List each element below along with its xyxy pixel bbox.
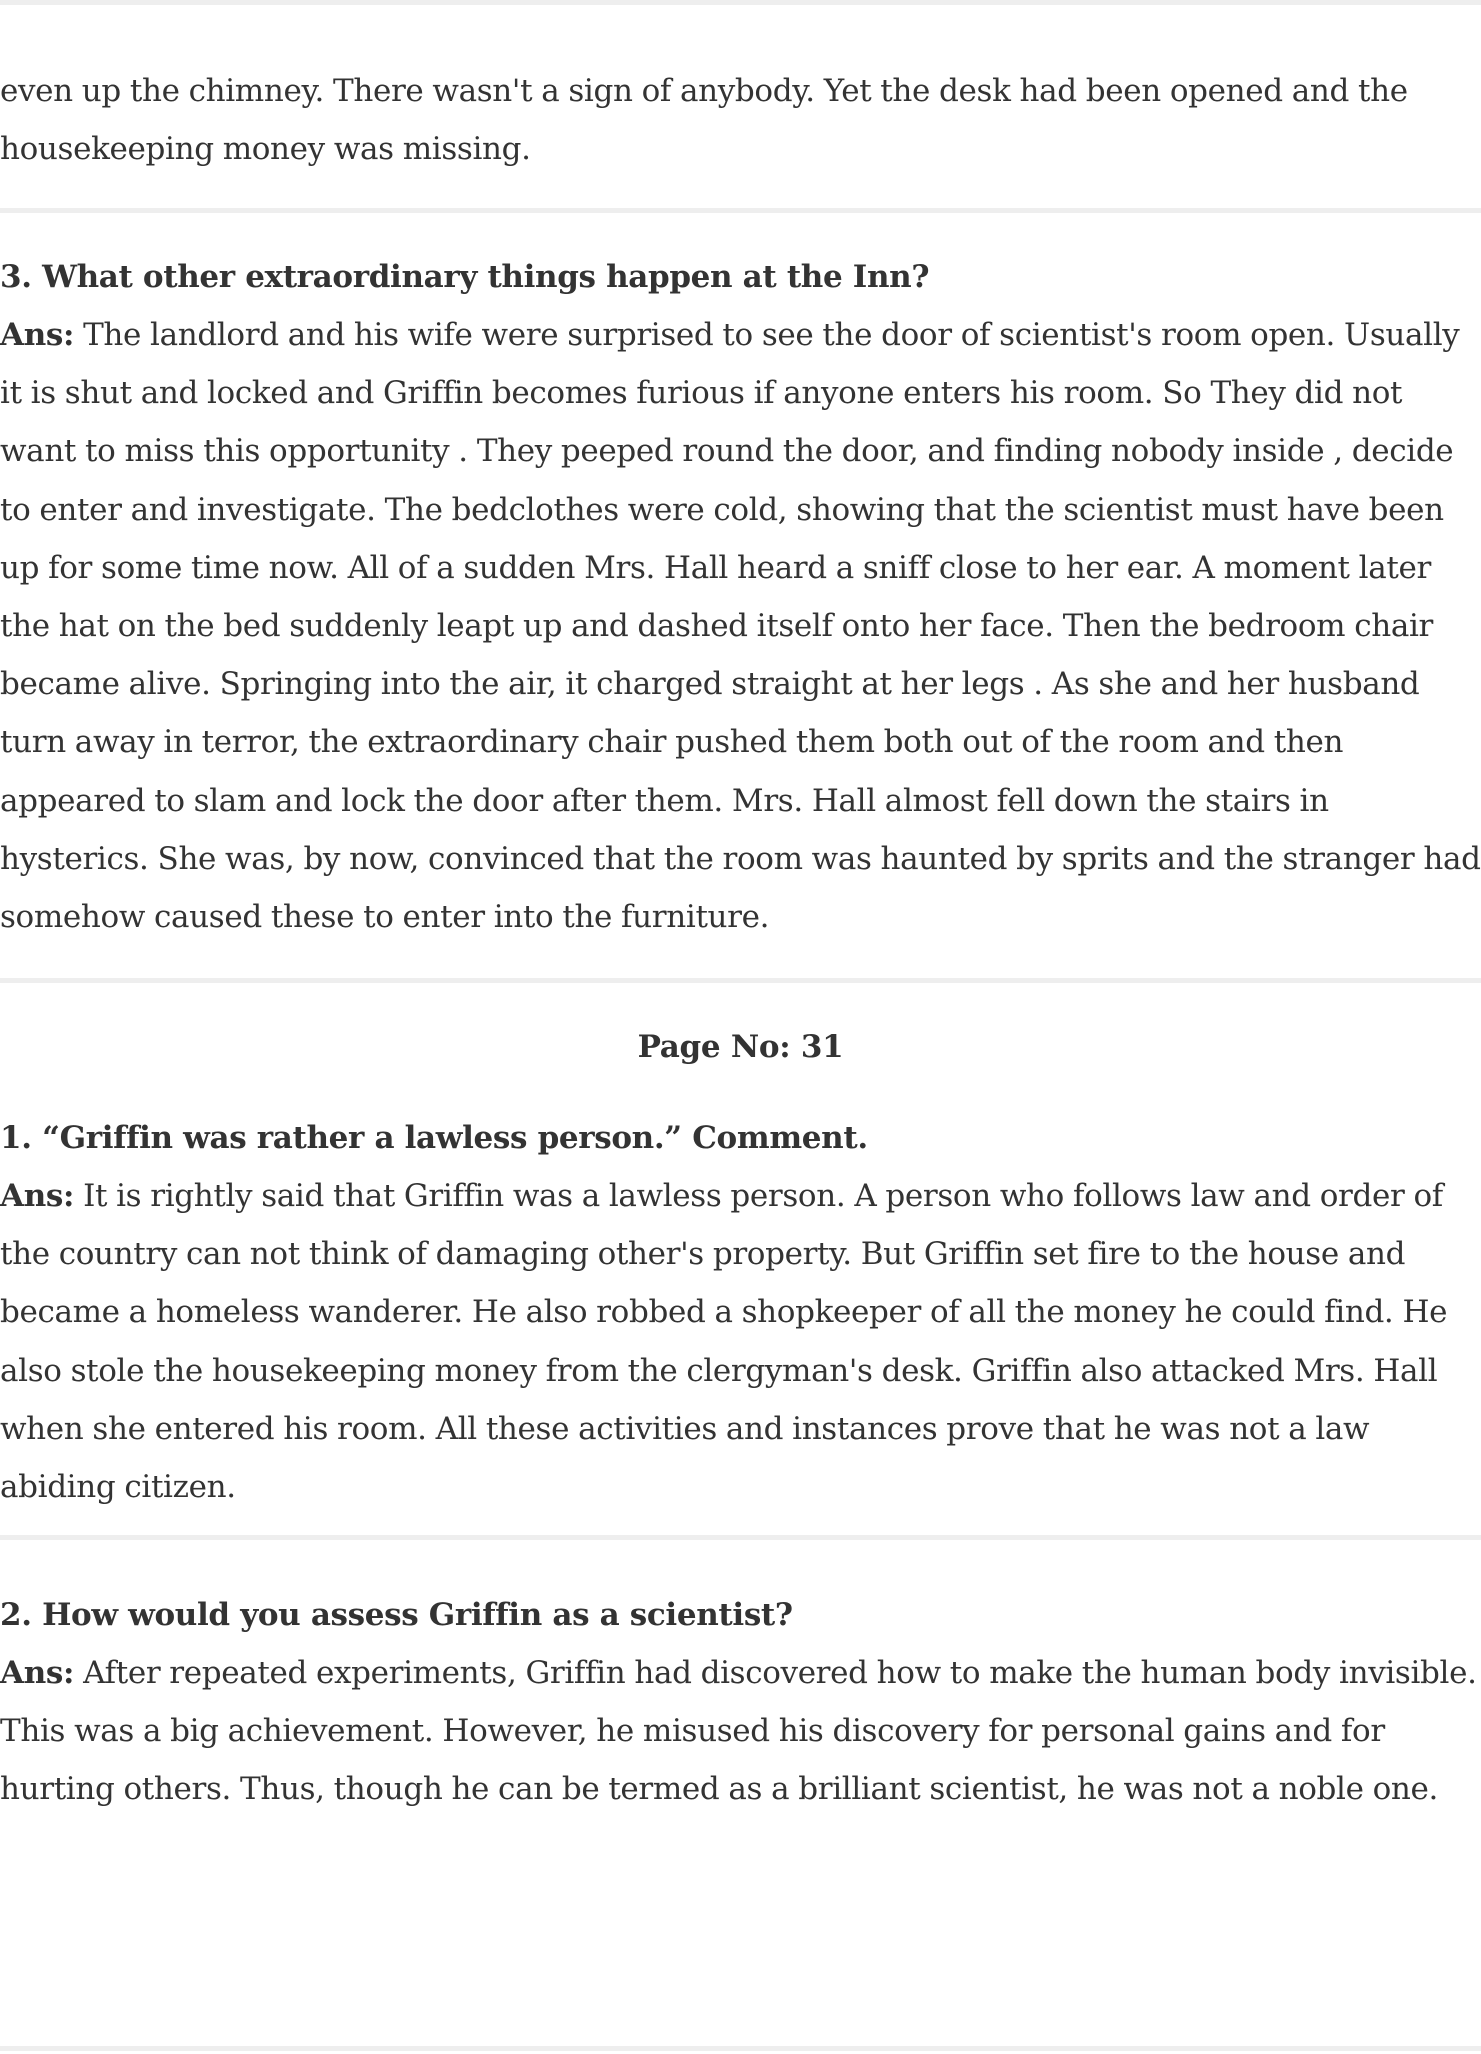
answer-label: Ans: [0,1655,75,1691]
page-number-heading: Page No: 31 [637,1029,844,1065]
p31-question-2-block [0,1586,1481,1819]
intro-block [0,62,1481,178]
p31-question-1-block [0,1109,1481,1516]
answer-text: After repeated experiments, Griffin had discovered how to make the human body invisible. This was a big achievement. However, he misused his discovery for personal gains and for hurting others. Thus, though he can be termed as a brilliant scientist, he was not a noble one. [0,1655,1477,1808]
p31-question-1-heading: 1. “Griffin was rather a lawless person.” Comment. [0,1120,868,1156]
p31-question-2-answer [0,1644,1481,1819]
divider [0,1535,1481,1540]
divider [0,208,1481,213]
question-3-block [0,248,1481,946]
answer-label: Ans: [0,317,75,353]
answer-label: Ans: [0,1178,75,1214]
question-3-heading: 3. What other extraordinary things happen at the Inn? [0,259,930,295]
answer-text: It is rightly said that Griffin was a lawless person. A person who follows law and order of the country can not think of damaging other's property. But Griffin set fire to the house and became a homeless wanderer. He also robbed a shopkeeper of all the money he could find. He also stole the housekeeping money from the clergyman's desk. Griffin also attacked Mrs. Hall when she entered his room. All these activities and instances prove that he was not a law abiding citizen. [0,1178,1448,1506]
intro-paragraph: even up the chimney. There wasn't a sign of anybody. Yet the desk had been opened and the housekeeping money was missing. [0,73,1408,168]
question-3-answer [0,306,1481,946]
top-divider [0,0,1481,5]
p31-question-2-heading: 2. How would you assess Griffin as a scientist? [0,1597,793,1633]
answer-text: The landlord and his wife were surprised to see the door of scientist's room open. Usually it is shut and locked and Griffin becomes furious if anyone enters his room. So They did not want to miss this opportunity . They peeped round the door, and finding nobody inside , decide to enter and investigate. The bedclothes were cold, showing that the scientist must have been up for some time now. All of a sudden Mrs. Hall heard a sniff close to her ear. A moment later the hat on the bed suddenly leapt up and dashed itself onto her face. Then the bedroom chair became alive. Springing into the air, it charged straight at her legs . As she and her husband turn away in terror, the extraordinary chair pushed them both out of the room and then appeared to slam and lock the door after them. Mrs. Hall almost fell down the stairs in hysterics. She was, by now, convinced that the room was haunted by sprits and the stranger had somehow caused these to enter into the furniture. [0,317,1481,936]
divider [0,978,1481,983]
p31-question-1-answer [0,1167,1481,1516]
bottom-divider [0,2046,1481,2051]
